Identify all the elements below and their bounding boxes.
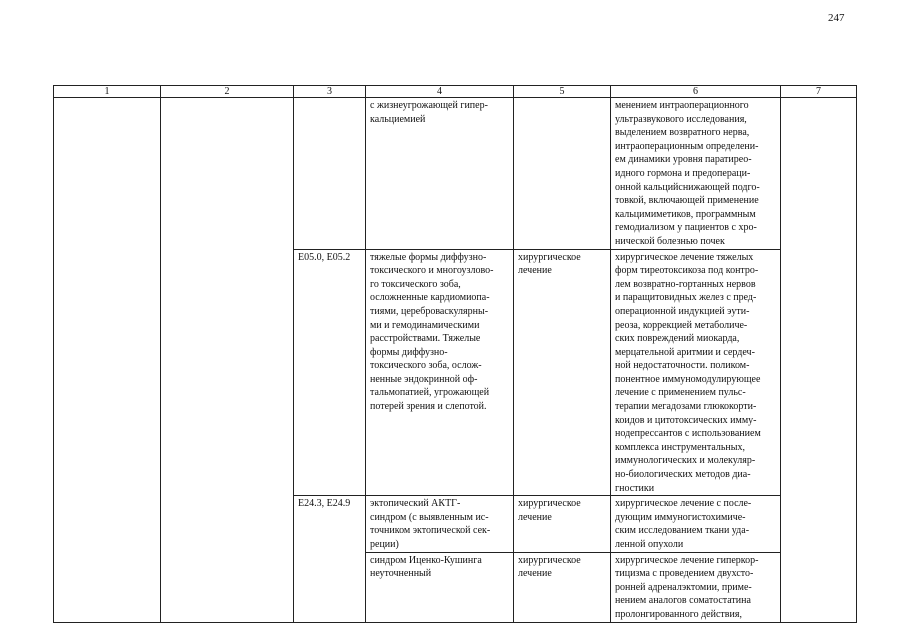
document-table bbox=[53, 85, 857, 623]
col1-cell bbox=[54, 98, 161, 623]
table-row bbox=[54, 98, 857, 250]
condition-cell: тяжелые формы диффузно- токсического и многоузлово- го токсического зоба, осложненные кардиомиопа- тиями, цереброваскулярны- ми и гемодинамическими расстройствами. Тяжелые формы диффузно- токсического зоба, ослож- ненные эндокринной оф- тальмопатией, угрожающей потерей зрения и слепотой. bbox=[366, 249, 514, 496]
page-number: 247 bbox=[828, 12, 845, 24]
method-cell: хирургическое лечение гиперкор- тицизма с проведением двухсто- ронней адреналэктомии, приме- нением аналогов соматостатина пролонгированного действия, bbox=[611, 552, 781, 622]
column-number-row bbox=[54, 86, 857, 98]
column-number: 1 bbox=[54, 86, 161, 98]
treatment-type-cell: хирургическое лечение bbox=[514, 496, 611, 552]
column-number: 3 bbox=[294, 86, 366, 98]
method-cell: менением интраоперационного ультразвукового исследования, выделением возвратного нерва, интраоперационным определени- ем динамики уровня паратирео- идного гормона и предопераци- онной кальцийснижающей подго- товкой, включающей применение кальцимиметиков, программным гемодиализом у пациентов с хро- нической болезнью почек bbox=[611, 98, 781, 250]
treatment-type-cell: хирургическое лечение bbox=[514, 552, 611, 622]
column-number: 5 bbox=[514, 86, 611, 98]
column-number: 4 bbox=[366, 86, 514, 98]
treatment-type-cell: хирургическое лечение bbox=[514, 249, 611, 496]
method-cell: хирургическое лечение с после- дующим иммуногистохимиче- ским исследованием ткани уда- ленной опухоли bbox=[611, 496, 781, 552]
condition-cell: эктопический АКТГ- синдром (с выявленным ис- точником эктопической сек- реции) bbox=[366, 496, 514, 552]
condition-cell: синдром Иценко-Кушинга неуточненный bbox=[366, 552, 514, 622]
column-number: 6 bbox=[611, 86, 781, 98]
method-cell: хирургическое лечение тяжелых форм тиреотоксикоза под контро- лем возвратно-гортанных нервов и паращитовидных желез с пред- операционной индукцией эути- реоза, коррекцией метаболиче- ских повреждений миокарда, мерцательной аритмии и сердеч- ной недостаточности. поликом- понентное иммуномодулирующее лечение с применением пульс- терапии мегадозами глюкокорти- коидов и цитотоксических имму- нодепрессантов с использованием комплекса инструментальных, иммунологических и молекуляр- но-биологических методов диа- гностики bbox=[611, 249, 781, 496]
icd-code-cell: Е24.3, Е24.9 bbox=[294, 496, 366, 622]
condition-cell: с жизнеугрожающей гипер- кальциемией bbox=[366, 98, 514, 250]
col2-cell bbox=[161, 98, 294, 623]
icd-code-cell: Е05.0, Е05.2 bbox=[294, 249, 366, 496]
icd-code-cell bbox=[294, 98, 366, 250]
col7-cell bbox=[781, 98, 857, 623]
column-number: 7 bbox=[781, 86, 857, 98]
column-number: 2 bbox=[161, 86, 294, 98]
treatment-type-cell bbox=[514, 98, 611, 250]
